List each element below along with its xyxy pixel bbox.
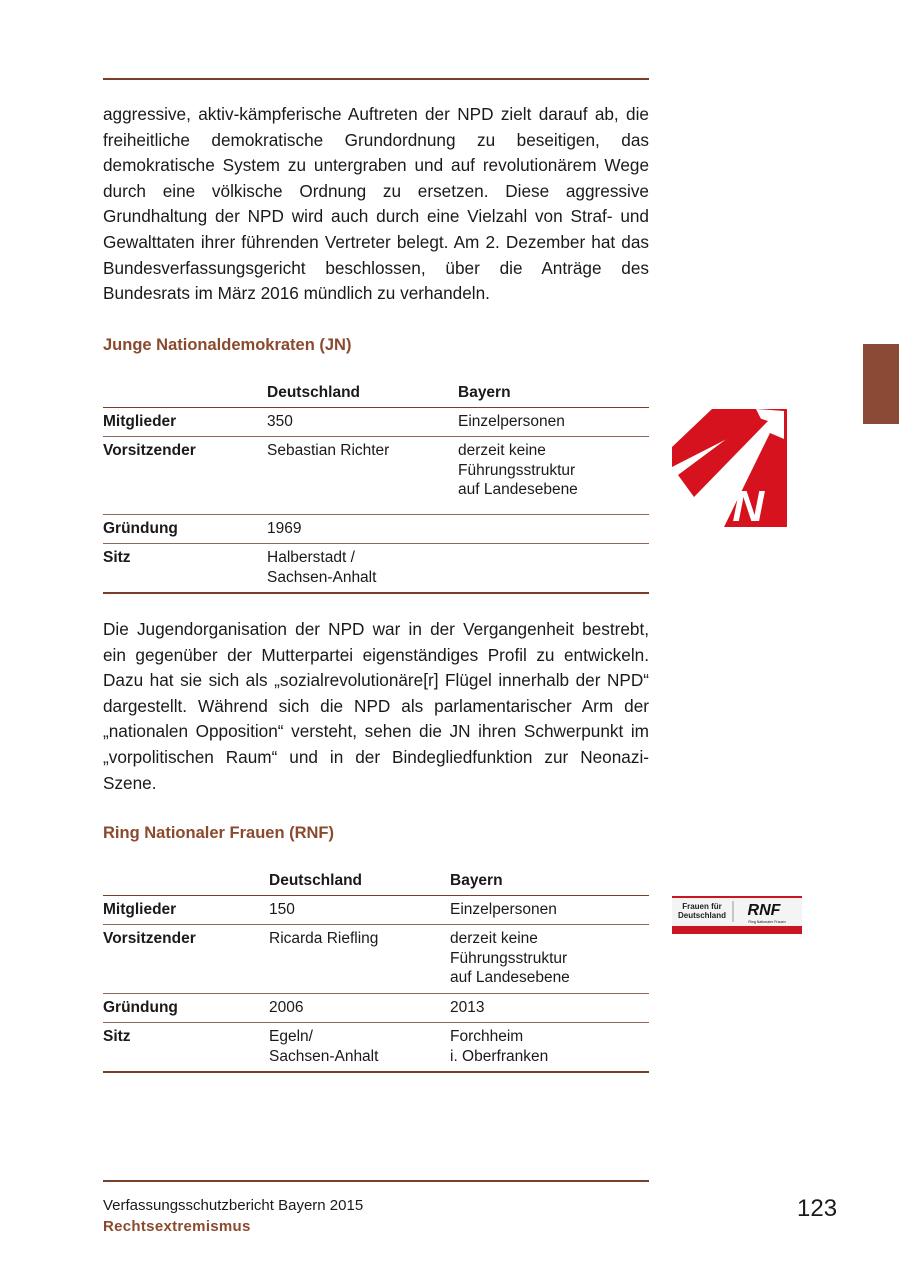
table-row (103, 407, 649, 437)
jn-heading: Junge Nationaldemokraten (JN) (103, 336, 352, 354)
cell-bayern (458, 544, 649, 594)
footer-rule (103, 1180, 649, 1182)
top-rule (103, 78, 649, 80)
cell-bayern: Forchheim i. Oberfranken (450, 1023, 649, 1073)
table-row (103, 993, 649, 1023)
cell-deutschland: 350 (267, 407, 458, 437)
rnf-table (103, 868, 649, 1073)
cell-bayern: Einzelpersonen (458, 407, 649, 437)
cell-deutschland: 150 (269, 895, 450, 925)
row-label: Sitz (103, 1023, 269, 1073)
page-number: 123 (797, 1195, 838, 1222)
footer-title: Verfassungsschutzbericht Bayern 2015 (103, 1197, 364, 1214)
cell-deutschland: Sebastian Richter (267, 437, 458, 515)
cell-deutschland: Ricarda Riefling (269, 925, 450, 994)
rnf-logo (672, 896, 802, 934)
footer-section: Rechtsextremismus (103, 1218, 251, 1235)
table-header-row (103, 868, 649, 895)
rnf-logo-subtitle: Ring Nationaler Frauen (748, 920, 786, 924)
jn-table (103, 380, 649, 594)
table-row (103, 514, 649, 544)
column-header: Deutschland (267, 380, 458, 407)
row-label: Sitz (103, 544, 267, 594)
row-label: Mitglieder (103, 895, 269, 925)
jn-logo-text: JN (707, 482, 765, 527)
cell-deutschland: 2006 (269, 993, 450, 1023)
cell-deutschland: Egeln/ Sachsen-Anhalt (269, 1023, 450, 1073)
cell-bayern: Einzelpersonen (450, 895, 649, 925)
row-label: Mitglieder (103, 407, 267, 437)
row-label: Vorsitzender (103, 437, 267, 515)
table-row (103, 895, 649, 925)
rnf-heading: Ring Nationaler Frauen (RNF) (103, 824, 335, 842)
column-header: Deutschland (269, 868, 450, 895)
chapter-tab-marker (863, 344, 899, 424)
column-header: Bayern (450, 868, 649, 895)
column-header (103, 380, 267, 407)
intro-paragraph: aggressive, aktiv-kämpferische Auftreten der NPD zielt darauf ab, die freiheitliche demokratische Grundordnung zu beseitigen, das demokratische System zu untergraben und auf revolutionärem Wege durch eine völkische Ordnung zu ersetzen. Diese aggressive Grundhaltung der NPD wird auch durch eine Vielzahl von Straf- und Gewalttaten ihrer führenden Vertreter belegt. Am 2. Dezember hat das Bundesverfassungsgericht beschlossen, über die Anträge des Bundesrats im März 2016 mündlich zu verhandeln. (103, 104, 649, 304)
table-row (103, 1023, 649, 1073)
jn-logo (672, 409, 787, 527)
table-row (103, 544, 649, 594)
row-label: Vorsitzender (103, 925, 269, 994)
row-label: Gründung (103, 993, 269, 1023)
column-header: Bayern (458, 380, 649, 407)
jn-paragraph: Die Jugendorganisation der NPD war in der Vergangenheit bestrebt, ein gegenüber der Mutterpartei eigenständiges Profil zu entwickeln. Dazu hat sie sich als „sozialrevolutionäre[r] Flügel innerhalb der NPD“ dargestellt. Während sich die NPD als parlamentarischer Arm der „nationalen Opposition“ versteht, sehen die JN ihren Schwerpunkt im „vorpolitischen Raum“ und in der Bindegliedfunktion zur Neonazi-Szene. (103, 619, 649, 793)
cell-bayern (458, 514, 649, 544)
cell-bayern: 2013 (450, 993, 649, 1023)
row-label: Gründung (103, 514, 267, 544)
cell-deutschland: 1969 (267, 514, 458, 544)
rnf-logo-mark: RNF (747, 902, 781, 919)
column-header (103, 868, 269, 895)
table-header-row (103, 380, 649, 407)
rnf-logo-line2: Deutschland (677, 911, 727, 920)
cell-deutschland: Halberstadt / Sachsen-Anhalt (267, 544, 458, 594)
rnf-logo-line1: Frauen für (682, 902, 722, 911)
cell-bayern: derzeit keine Führungsstruktur auf Landesebene (458, 437, 649, 515)
table-row (103, 437, 649, 515)
cell-bayern: derzeit keine Führungsstruktur auf Landesebene (450, 925, 649, 994)
table-row (103, 925, 649, 994)
